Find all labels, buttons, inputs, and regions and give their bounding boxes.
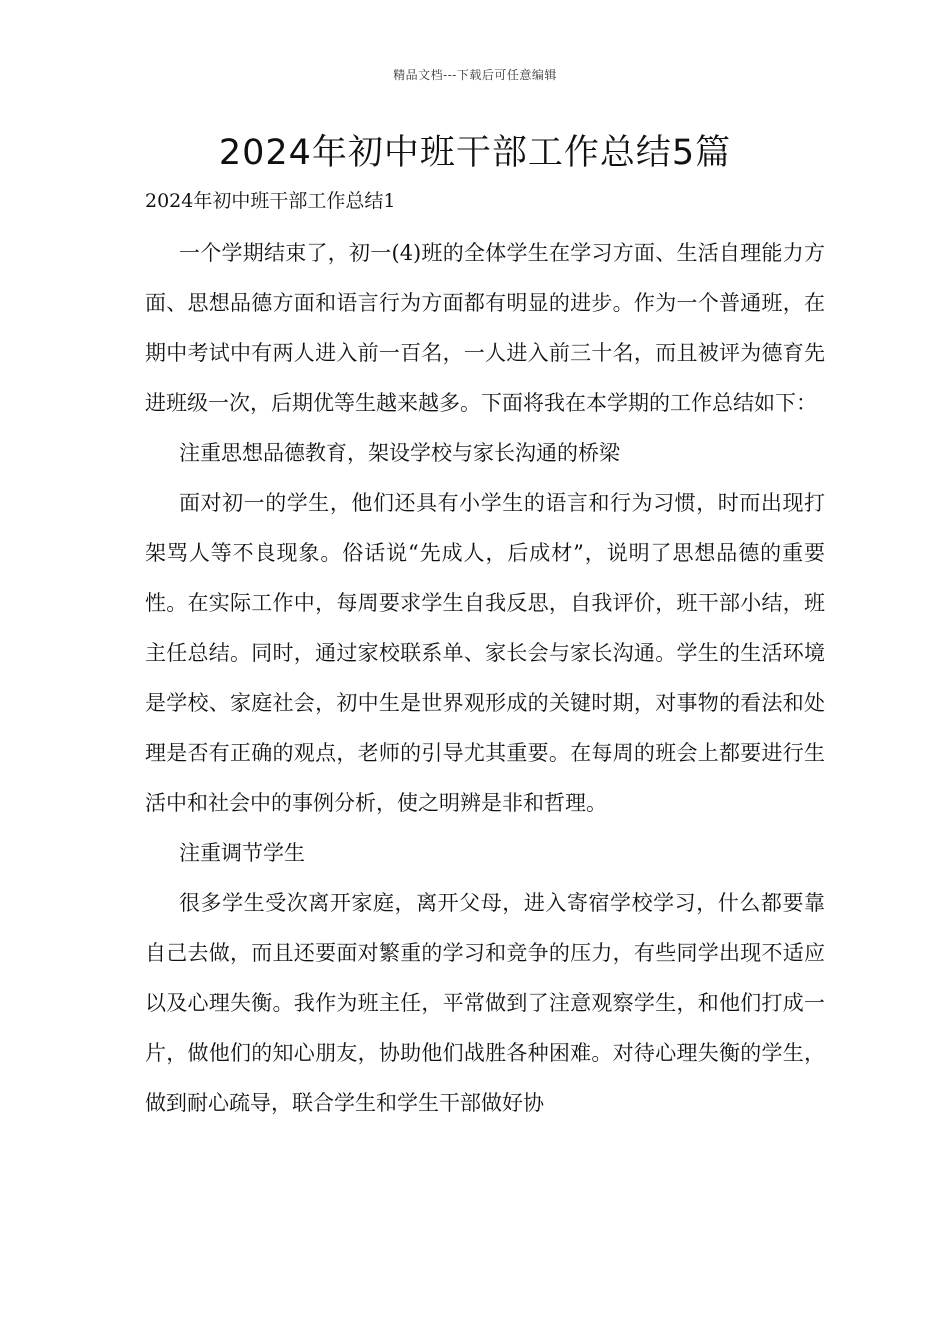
section-subtitle: 2024年初中班干部工作总结1 [145, 190, 396, 212]
header-note: 精品文档---下载后可任意编辑 [393, 68, 557, 82]
section-heading-student-adjustment: 注重调节学生 [179, 841, 305, 865]
document-body [145, 184, 825, 1128]
section-heading-moral-education: 注重思想品德教育，架设学校与家长沟通的桥梁 [179, 441, 620, 465]
document-title: 2024年初中班干部工作总结5篇 [218, 133, 732, 173]
paragraph-student-adjustment: 很多学生受次离开家庭，离开父母，进入寄宿学校学习，什么都要靠自己去做，而且还要面对繁重的学习和竞争的压力，有些同学出现不适应以及心理失衡。我作为班主任，平常做到了注意观察学生，和他们打成一片，做他们的知心朋友，协助他们战胜各种困难。对待心理失衡的学生，做到耐心疏导，联合学生和学生干部做好协 [145, 891, 825, 1115]
paragraph-moral-education: 面对初一的学生，他们还具有小学生的语言和行为习惯，时而出现打架骂人等不良现象。俗话说“先成人，后成材”，说明了思想品德的重要性。在实际工作中，每周要求学生自我反思，自我评价，班干部小结，班主任总结。同时，通过家校联系单、家长会与家长沟通。学生的生活环境是学校、家庭社会，初中生是世界观形成的关键时期，对事物的看法和处理是否有正确的观点，老师的引导尤其重要。在每周的班会上都要进行生活中和社会中的事例分析，使之明辨是非和哲理。 [145, 491, 825, 815]
paragraph-intro: 一个学期结束了，初一(4)班的全体学生在学习方面、生活自理能力方面、思想品德方面和语言行为方面都有明显的进步。作为一个普通班，在期中考试中有两人进入前一百名，一人进入前三十名，而且被评为德育先进班级一次，后期优等生越来越多。下面将我在本学期的工作总结如下： [145, 241, 825, 415]
